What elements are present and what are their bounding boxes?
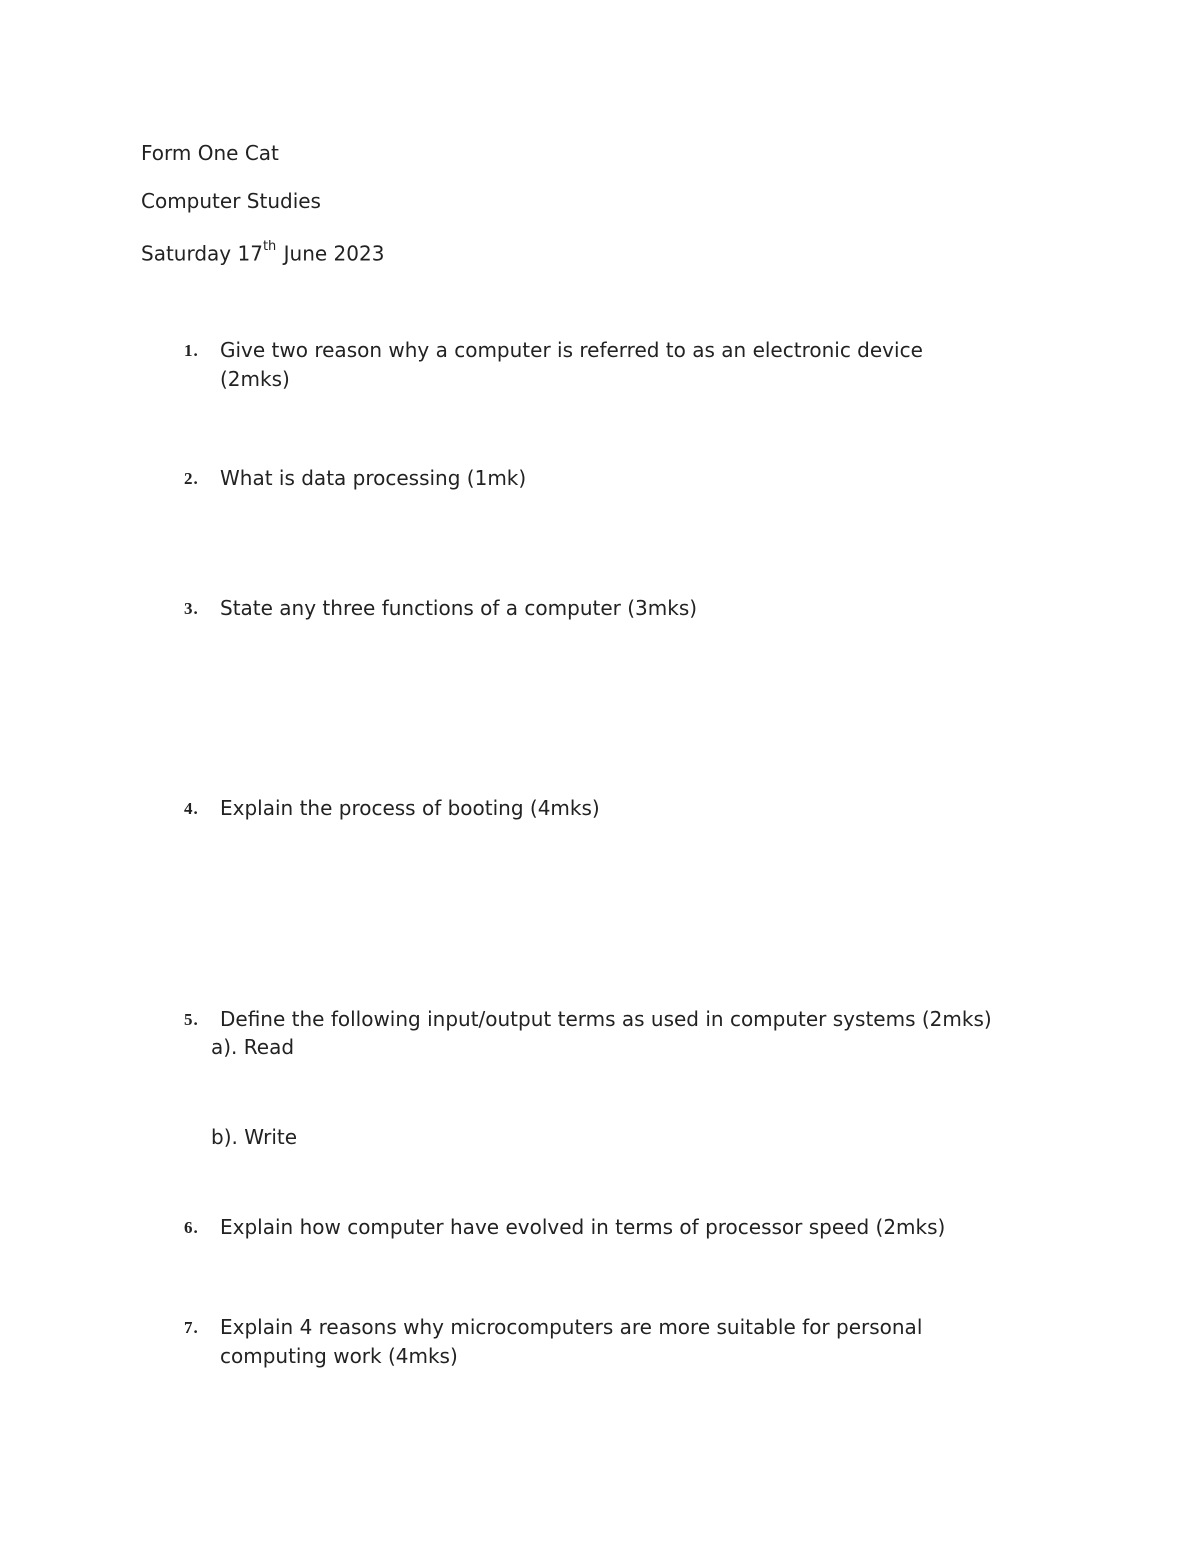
question-number: 5.	[184, 1010, 199, 1029]
date-prefix: Saturday 17	[141, 241, 263, 266]
question-text-line1: Explain 4 reasons why microcomputers are more suitable for personal	[220, 1315, 923, 1339]
question-5-subpart-b: b). Write	[211, 1125, 298, 1149]
doc-date	[141, 236, 384, 268]
question-text: Explain the process of booting (4mks)	[220, 796, 600, 820]
question-text	[220, 336, 1070, 394]
question-5-subpart-a: a). Read	[211, 1035, 295, 1059]
question-text	[220, 1313, 1070, 1371]
question-text: Define the following input/output terms as used in computer systems (2mks)	[220, 1007, 992, 1031]
doc-subject: Computer Studies	[141, 189, 321, 213]
doc-title: Form One Cat	[141, 141, 279, 165]
question-number: 4.	[184, 799, 199, 818]
date-superscript: th	[262, 239, 277, 254]
question-number: 7.	[184, 1318, 199, 1337]
question-text: State any three functions of a computer (3mks)	[220, 596, 698, 620]
question-text-line2: (2mks)	[220, 367, 290, 391]
question-number: 1.	[184, 341, 199, 360]
question-text: Explain how computer have evolved in terms of processor speed (2mks)	[220, 1215, 946, 1239]
question-text-line2: computing work (4mks)	[220, 1344, 458, 1368]
question-text: What is data processing (1mk)	[220, 466, 527, 490]
question-number: 6.	[184, 1218, 199, 1237]
question-number: 3.	[184, 599, 199, 618]
date-suffix: June 2023	[277, 241, 385, 266]
question-text-line1: Give two reason why a computer is referred to as an electronic device	[220, 338, 923, 362]
question-number: 2.	[184, 469, 199, 488]
